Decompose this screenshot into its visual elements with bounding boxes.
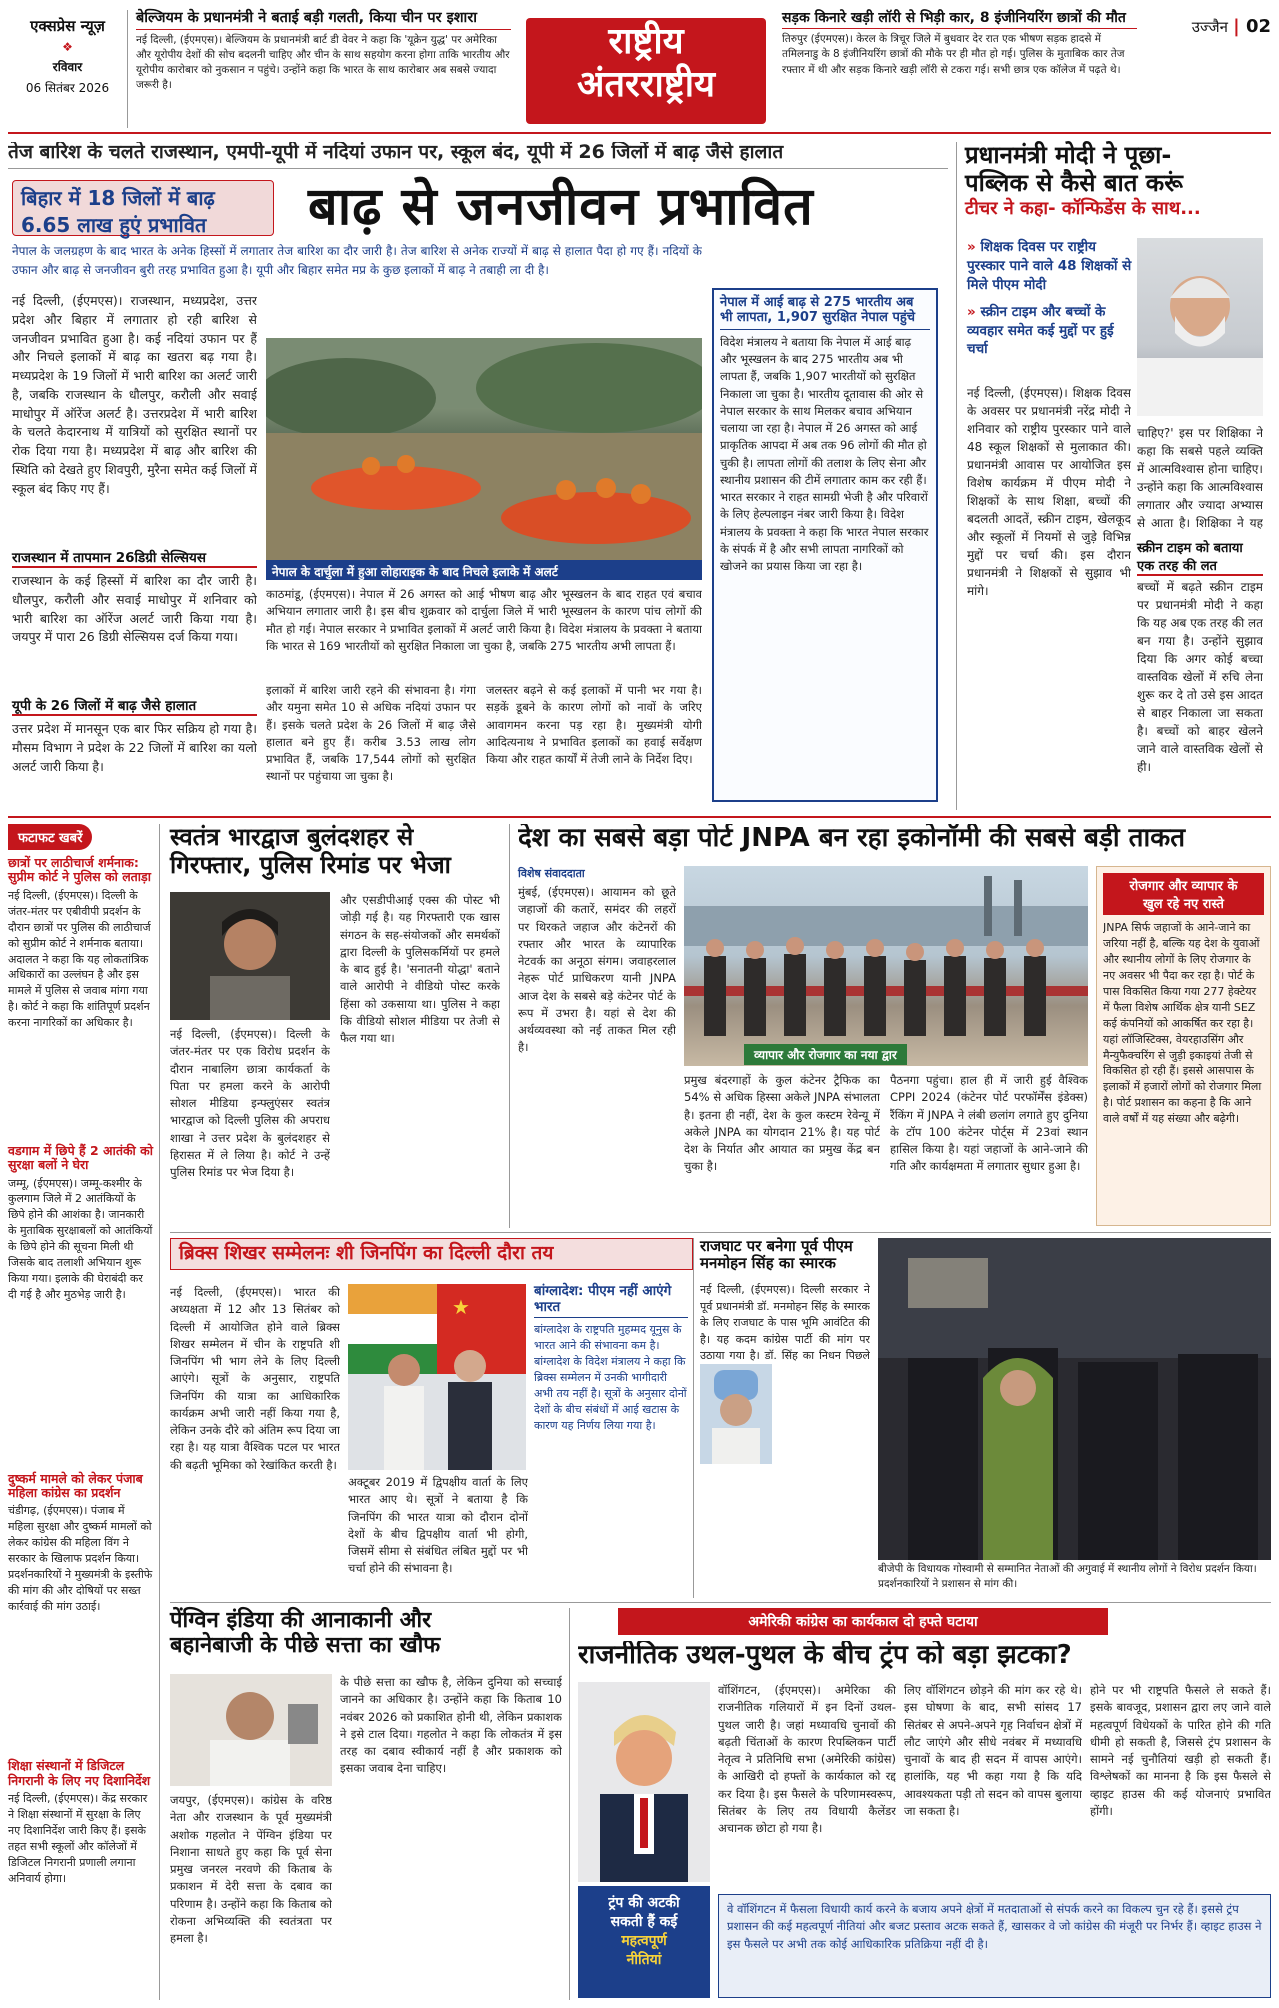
nepal-headline: नेपाल में आई बाढ़ से 275 भारतीय अब भी लापता, 1,907 सुरक्षित नेपाल पहुंचे	[720, 296, 930, 330]
flood-col-1	[12, 292, 257, 802]
jnpa-photo-label: व्यापार और रोजगार का नया द्वार	[744, 1044, 907, 1065]
top-right-headline: सड़क किनारे खड़ी लॉरी से भिड़ी कार, 8 इंजीनियरिंग छात्रों की मौत	[782, 10, 1137, 29]
ornament-icon: ❖	[62, 40, 73, 54]
masthead	[8, 6, 1271, 134]
brics-story	[170, 1238, 694, 1598]
modi-photo	[1137, 238, 1263, 416]
flood-col1c-text: उत्तर प्रदेश में मानसून एक बार फिर सक्रिय हो गया है। मौसम विभाग ने प्रदेश के 22 जिलों में बारिश का यलो अलर्ट जारी किया है।	[12, 721, 257, 774]
brics-body-3: अक्टूबर 2019 में द्विपक्षीय वार्ता के लिए भारत आए थे। सूत्रों ने बताया है कि जिनपिंग की भारत यात्रा को दौरान दोनों देशों के बीच द्विपक्षीय वार्ता भी होगी, जिसमें सीमा से संबंधित लंबित मुद्दों पर भी चर्चा होने की संभावना है।	[348, 1475, 528, 1576]
rozgar-body: JNPA सिर्फ जहाजों के आने-जाने का जरिया नहीं है, बल्कि यह देश के युवाओं और स्थानीय लोगों के लिए रोजगार के नए अवसर भी पैदा कर रहा है। पोर्ट के पास विकसित किया गया 277 हेक्टेयर में फैला विशेष आर्थिक क्षेत्र यानी SEZ कई कंपनियों को आकर्षित कर रहा है। यहां लॉजिस्टिक्स, वेयरहाउसिंग और मैन्युफैक्चरिंग से जुड़ी इकाइयां तेजी से विकसित हो रही हैं। इससे आसपास के इलाकों में हजारों लोगों को रोजगार मिला है। पोर्ट प्रशासन का कहना है कि आने वाले वर्षों में यह संख्या और बढ़ेगी।	[1103, 921, 1262, 1126]
top-right-story	[782, 10, 1137, 128]
flood-story	[8, 142, 948, 810]
bangladesh-title: बांग्लादेश: पीएम नहीं आएंगे भारत	[534, 1284, 688, 1318]
manmohan-story	[700, 1238, 1271, 1598]
modi-body-1: नई दिल्ली, (ईएमएस)। शिक्षक दिवस के अवसर पर प्रधानमंत्री नरेंद्र मोदी ने शनिवार को राष्ट्रीय पुरस्कार पाने वाले 48 स्कूल शिक्षकों से मुलाकात की। प्रधानमंत्री आवास पर आयोजित इस विशेष कार्यक्रम में पीएम मोदी ने शिक्षकों के साथ शिक्षा, बच्चों की बदलती आदतें, स्क्रीन टाइम, खेलकूद और स्कूलों में नियमों से जुड़े विभिन्न मुद्दों पर चर्चा की। इस दौरान प्रधानमंत्री ने शिक्षकों से सुझाव भी मांगे।	[967, 386, 1131, 598]
fatafat-label: फटाफट खबरें	[8, 824, 92, 850]
trump-body-3: होने पर भी राष्ट्रपति फैसले ले सकते हैं। इसके बावजूद, प्रशासन द्वारा लए जाने वाले महत्वपूर्ण विधेयकों के पारित होने की गति धीमी हो सकती है, जिससे ट्रंप प्रशासन के सामने नई चुनौतियां खड़ी हो सकती हैं। विश्लेषकों का मानना है कि इस फैसले से व्हाइट हाउस की कई योजनाएं प्रभावित होंगी।	[1090, 1683, 1271, 1818]
nepal-body: विदेश मंत्रालय ने बताया कि नेपाल में आई बाढ़ और भूस्खलन के बाद 275 भारतीय अब भी लापता हैं, जबकि 1,907 भारतीयों को सुरक्षित निकाला जा चुका है। भारतीय दूतावास की ओर से नेपाल सरकार के साथ मिलकर बचाव अभियान चलाया जा रहा है। नेपाल में 26 अगस्त को आई प्राकृतिक आपदा में अब तक 96 लोगों की मौत हो चुकी है। लापता लोगों की तलाश के लिए सेना और स्थानीय प्रशासन की टीमें लगातार काम कर रही हैं। भारत सरकार ने राहत सामग्री भेजी है और परिवारों के लिए हेल्पलाइन नंबर जारी किया है। विदेश मंत्रालय के प्रवक्ता ने कहा कि भारत नेपाल सरकार के संपर्क में है और सभी लापता नागरिकों को खोजने का प्रयास किया जा रहा है।	[720, 334, 929, 574]
jnpa-group-photo	[684, 866, 1088, 1066]
flood-col1b-text: राजस्थान के कई हिस्सों में बारिश का दौर जारी है। धौलपुर, करौली और सवाई माधोपुर में शनिवार को भारी बारिश का ऑरेंज अलर्ट जारी किया गया है। जयपुर में पारा 26 डिग्री सेल्सियस दर्ज किया गया।	[12, 573, 257, 645]
bhardwaj-body-2: और एसडीपीआई एक्स की पोस्ट भी जोड़ी गई है। यह गिरफ्तारी एक खास संगठन के सह-संयोजकों और समर्थकों द्वारा दिल्ली के पुलिसकर्मियों पर हमले के बाद हुई है। 'सनातनी योद्धा' बताने वाले आरोपी ने वीडियो पोस्ट करके हिंसा को उकसाया था। पुलिस ने कहा कि वीडियो सोशल मीडिया पर तेजी से फैल गया था।	[340, 893, 500, 1045]
section-banner	[526, 18, 766, 124]
flood-col4-text: जलस्तर बढ़ने से कई इलाकों में पानी भर गया है। सड़कें डूबने के कारण लोगों को नावों के जरिए आवागमन करना पड़ रहा है। मुख्यमंत्री योगी आदित्यनाथ ने प्रभावित इलाकों का हवाई सर्वेक्षण किया और राहत कार्यों में तेजी लाने के निर्देश दिए।	[486, 683, 702, 766]
trump-box: वे वॉशिंगटन में फैसला विधायी कार्य करने के बजाय अपने क्षेत्रों में मतदाताओं से संपर्क करने का विकल्प चुन रहे हैं। इससे ट्रंप प्रशासन की कई महत्वपूर्ण नीतियां और बजट प्रस्ताव अटक सकते हैं, खासकर वे जो कांग्रेस की मंजूरी पर निर्भर हैं। व्हाइट हाउस ने इस फैसले पर अभी तक कोई आधिकारिक प्रतिक्रिया नहीं दी है।	[718, 1894, 1271, 1998]
rozgar-title	[1103, 873, 1264, 915]
top-left-story	[136, 10, 511, 128]
city-label: उज्जैन	[1191, 18, 1228, 36]
modi-story	[956, 142, 1271, 810]
gehlot-photo	[170, 1674, 332, 1786]
trump-headline: राजनीतिक उथल-पुथल के बीच ट्रंप को बड़ा झटका?	[578, 1641, 1072, 1670]
section-title-2: अंतरराष्ट्रीय	[576, 64, 716, 106]
trump-tag-4: नीतियां	[626, 1951, 662, 1968]
modi-body-3: चाहिए?' इस पर शिक्षिका ने कहा कि सबसे पहले व्यक्ति में आत्मविश्वास होना चाहिए। उन्होंने कहा कि आत्मविश्वास लगातार और ज्यादा अभ्यास से आता है। शिक्षिका ने यह	[1137, 426, 1263, 530]
boat-1	[311, 466, 481, 510]
modi-headline-2: पब्लिक से कैसे बात करूं	[965, 168, 1183, 197]
rozgar-title-1: रोजगार और व्यापार के	[1129, 879, 1238, 894]
modi-bullet-1: » शिक्षक दिवस पर राष्ट्रीय पुरस्कार पाने वाले 48 शिक्षकों से मिले पीएम मोदी	[967, 239, 1132, 293]
flood-col1-text: नई दिल्ली, (ईएमएस)। राजस्थान, मध्यप्रदेश, उत्तर प्रदेश और बिहार में लगातार हो रही बारिश से जनजीवन प्रभावित हुआ है। कई नदियां उफान पर हैं और निचले इलाकों में बाढ़ का खतरा बढ़ गया है। मध्यप्रदेश के 19 जिलों में भारी बारिश का अलर्ट जारी है, जबकि राजस्थान के धौलपुर, करौली और सवाई माधोपुर में ऑरेंज अलर्ट है। उत्तरप्रदेश में भारी बारिश के चलते केदारनाथ में यात्रियों को सुरक्षित स्थानों पर रोक दिया गया है। मध्यप्रदेश में बाढ़ और बारिश की स्थिति को देखते हुए शिवपुरी, मुरैना समेत कई जिलों में स्कूल बंद किए गए हैं।	[12, 293, 257, 496]
manmohan-body: नई दिल्ली, (ईएमएस)। दिल्ली सरकार ने पूर्व प्रधानमंत्री डॉ. मनमोहन सिंह के स्मारक के लिए राजघाट के पास भूमि आवंटित की है। यह कदम कांग्रेस पार्टी की मांग पर उठाया गया है। डॉ. सिंह का निधन पिछले	[700, 1283, 870, 1362]
day-label: रविवार	[52, 60, 83, 74]
bhardwaj-photo	[170, 892, 330, 1020]
flood-kicker: तेज बारिश के चलते राजस्थान, एमपी-यूपी में नदियां उफान पर, स्कूल बंद, यूपी में 26 जिलों में बाढ़ जैसे हालात	[8, 142, 948, 169]
bangladesh-body: बांग्लादेश के राष्ट्रपति मुहम्मद यूनुस के भारत आने की संभावना कम है। बांग्लादेश के विदेश मंत्रालय ने कहा कि ब्रिक्स सम्मेलन में उनकी भागीदारी अभी तय नहीं है। सूत्रों के अनुसार दोनों देशों के बीच संबंधों में आई खटास के कारण यह निर्णय लिया गया है।	[534, 1323, 687, 1432]
gehlot-headline-2: बहानेबाजी के पीछे सत्ता का खौफ	[170, 1633, 441, 1659]
section-title-1: राष्ट्रीय	[608, 21, 684, 62]
trump-body-2: लिए वॉशिंगटन छोड़ने की मांग कर रहे थे। इस घोषणा के बाद, सभी सांसद 17 सितंबर से अपने-अपने गृह निर्वाचन क्षेत्रों में लौट जाएंगे और सीधे नवंबर में मध्यावधि चुनावों के बाद ही सदन में वापस आएंगे। हालांकि, यह भी कहा गया है कि यदि आवश्यकता पड़ी तो सदन को वापस बुलाया जा सकता है।	[904, 1683, 1082, 1818]
bhardwaj-body-1: नई दिल्ली, (ईएमएस)। दिल्ली के जंतर-मंतर पर एक विरोध प्रदर्शन के दौरान नाबालिग छात्रा कार्यकर्ता के पिता पर हमला करने के आरोपी सोशल मीडिया इन्फ्लुएंसर स्वतंत्र भारद्वाज को दिल्ली पुलिस की अपराध शाखा ने उत्तर प्रदेश के बुलंदशहर से हिरासत में ले लिया है। कोर्ट ने उन्हें पुलिस रिमांड पर भेज दिया है।	[170, 1027, 330, 1179]
trump-tag-2: सकती हैं कई	[610, 1913, 678, 1930]
trump-photo	[578, 1682, 710, 1882]
jnpa-byline: विशेष संवाददाता	[518, 867, 585, 880]
flood-badge-line2: 6.65 लाख हुएं प्रभावित	[21, 213, 207, 237]
jnpa-body-3: पैठनगा पहुंचा। हाल ही में जारी हुई वैश्विक CPPI 2024 (कंटेनर पोर्ट परफॉर्मेंस इंडेक्स) रैंकिंग में JNPA ने लंबी छलांग लगाते हुए दुनिया के टॉप 100 कंटेनर पोर्ट्स में 23वां स्थान हासिल किया है। यहां जहाजों के आने-जाने की गति और कार्यक्षमता में लगातार सुधार हुआ है।	[890, 1073, 1088, 1174]
flood-rescue-photo	[266, 338, 702, 560]
jnpa-story	[518, 824, 1271, 1228]
rozgar-title-2: खुल रहे नए रास्ते	[1143, 897, 1224, 912]
rozgar-box	[1096, 866, 1271, 1226]
flood-headline: बाढ़ से जनजीवन प्रभावित	[308, 177, 814, 237]
trump-banner: अमेरिकी कांग्रेस का कार्यकाल दो हफ्ते घटाया	[618, 1608, 1108, 1635]
flood-photo-svg	[266, 338, 702, 560]
boat-2	[501, 492, 691, 544]
masthead-left	[8, 10, 128, 128]
trump-body-1: वॉशिंगटन, (ईएमएस)। अमेरिका की राजनीतिक गलियारों में इन दिनों उथल-पुथल जारी है। जहां मध्यावधि चुनावों की बढ़ती चिंताओं के कारण रिपब्लिकन पार्टी नेतृत्व ने प्रतिनिधि सभा (अमेरिकी कांग्रेस) के आखिरी दो हफ्तों के कार्यकाल को रद्द कर दिया है। इस फैसले के परिणामस्वरूप, सितंबर के लिए तय विधायी कैलेंडर अचानक छोटा हो गया है।	[718, 1683, 896, 1835]
page-number: 02	[1245, 16, 1271, 37]
divider	[170, 1232, 1271, 1233]
flood-col3-text: इलाकों में बारिश जारी रहने की संभावना है। गंगा और यमुना समेत 10 से अधिक नदियां उफान पर हैं। इसके चलते प्रदेश के 26 जिलों में बाढ़ जैसे हालात बने हुए हैं। करीब 3.53 लाख लोग प्रभावित हैं, जबकि 17,544 लोगों को सुरक्षित स्थानों पर पहुंचाया जा चुका है।	[266, 683, 476, 784]
bhardwaj-headline: स्वतंत्र भारद्वाज बुलंदशहर से गिरफ्तार, पुलिस रिमांड पर भेजा	[170, 823, 451, 879]
nepal-box	[712, 288, 938, 802]
modi-sub-screen-time: स्क्रीन टाइम को बताया एक तरह की लत	[1137, 538, 1263, 576]
flood-col2-text: काठमांडू, (ईएमएस)। नेपाल में 26 अगस्त को आई भीषण बाढ़ और भूस्खलन के बाद राहत एवं बचाव अभियान लगातार जारी है। इस बीच शुक्रवार को दार्चुला जिले में भारी भूस्खलन के कारण पांच लोगों की मौत हो गई। नेपाल सरकार ने प्रभावित इलाकों में अलर्ट जारी किया है। विदेश मंत्रालय के प्रवक्ता ने बताया कि भारत से 169 भारतीयों को सुरक्षित निकाला जा चुका है, जबकि 275 भारतीय अभी लापता हैं।	[266, 587, 702, 653]
trump-tag-1: ट्रंप की अटकी	[608, 1895, 680, 1911]
fatafat-b4: नई दिल्ली, (ईएमएस)। केंद्र सरकार ने शिक्षा संस्थानों में सुरक्षा के लिए नए दिशानिर्देश जारी किए हैं। इसके तहत सभी स्कूलों और कॉलेजों में डिजिटल निगरानी प्रणाली लगाना अनिवार्य होगा।	[8, 1792, 148, 1885]
brics-body-1: नई दिल्ली, (ईएमएस)। भारत की अध्यक्षता में 12 और 13 सितंबर को दिल्ली में आयोजित होने वाले ब्रिक्स शिखर सम्मेलन में चीन के राष्ट्रपति शी जिनपिंग भी भाग लेने के लिए दिल्ली आएंगे। सूत्रों के अनुसार, राष्ट्रपति जिनपिंग की यात्रा का आधिकारिक कार्यक्रम अभी जारी नहीं किया गया है, लेकिन उनके दौरे को अंतिम रूप दिया जा रहा है। यह यात्रा वैश्विक पटल पर भारत की बढ़ती भूमिका को रेखांकित करती है।	[170, 1285, 340, 1472]
manmohan-headline: राजघाट पर बनेगा पूर्व पीएम मनमोहन सिंह का स्मारक	[700, 1237, 853, 1273]
flood-photo-caption: नेपाल के दार्चुला में हुआ लोहाराइक के बाद निचले इलाके में अलर्ट	[266, 560, 702, 580]
brics-headline: ब्रिक्स शिखर सम्मेलनः शी जिनपिंग का दिल्ली दौरा तय	[170, 1238, 693, 1270]
flood-sub-up: यूपी के 26 जिलों में बाढ़ जैसे हालात	[12, 696, 257, 716]
modi-subhead: टीचर ने कहा- कॉन्फिडेंस के साथ...	[965, 198, 1201, 220]
trump-tag	[578, 1886, 710, 1998]
fatafat-h2: वडगाम में छिपे हैं 2 आतंकी को सुरक्षा बलों ने घेरा	[8, 1142, 153, 1173]
gehlot-body-2: के पीछे सत्ता का खौफ है, लेकिन दुनिया को सच्चाई जानने का अधिकार है। उन्होंने कहा कि किताब 10 नवंबर 2026 को प्रकाशित होनी थी, लेकिन प्रकाशक ने इसे टाल दिया। गहलोत ने कहा कि लोकतंत्र में इस तरह का दबाव स्वीकार्य नहीं है और प्रकाशक को इसका जवाब देना चाहिए।	[340, 1675, 562, 1776]
trump-tag-3: महत्वपूर्ण	[621, 1932, 667, 1949]
date-label: 06 सितंबर 2026	[25, 81, 110, 95]
fatafat-h1: छात्रों पर लाठीचार्ज शर्मनाक: सुप्रीम कोर्ट ने पुलिस को लताड़ा	[8, 855, 151, 885]
fatafat-b3: चंडीगढ़, (ईएमएस)। पंजाब में महिला सुरक्षा और दुष्कर्म मामलों को लेकर कांग्रेस की महिला विंग ने सरकार के खिलाफ प्रदर्शन किया। प्रदर्शनकारियों ने मुख्यमंत्री के इस्तीफे की मांग की और दोषियों पर सख्त कार्रवाई की मांग उठाई।	[8, 1504, 153, 1613]
trump-story	[578, 1608, 1271, 2000]
fatafat-h3: दुष्कर्म मामले को लेकर पंजाब महिला कांग्रेस का प्रदर्शन	[8, 1470, 143, 1500]
fatafat-b1: नई दिल्ली, (ईएमएस)। दिल्ली के जंतर-मंतर पर एबीवीपी प्रदर्शन के दौरान छात्रों पर पुलिस की लाठीचार्ज को सुप्रीम कोर्ट ने शर्मनाक बताया। अदालत ने कहा कि यह लोकतांत्रिक अधिकारों का उल्लंघन है और इस मामले में पुलिस से जवाब मांगा गया है। कोर्ट ने कहा कि शांतिपूर्ण प्रदर्शन करना नागरिकों का अधिकार है।	[8, 888, 151, 1030]
divider	[170, 1602, 1271, 1603]
double-chevron-icon: »	[967, 239, 976, 255]
jnpa-body-2: प्रमुख बंदरगाहों के कुल कंटेनर ट्रैफिक का 54% से अधिक हिस्सा अकेले JNPA संभालता है। इतना ही नहीं, देश के कुल कस्टम रेवेन्यू में अकेले JNPA का योगदान 21% है। यह पोर्ट देश के निर्यात और आयात का प्रमुख केंद्र बन चुका है।	[684, 1073, 880, 1174]
jnpa-headline: देश का सबसे बड़ा पोर्ट JNPA बन रहा इकोनॉमी की सबसे बड़ी ताकत	[518, 824, 1186, 853]
page-info: उज्जैन | 02	[1191, 16, 1271, 37]
gehlot-body-1: जयपुर, (ईएमएस)। कांग्रेस के वरिष्ठ नेता और राजस्थान के पूर्व मुख्यमंत्री अशोक गहलोत ने पेंग्विन इंडिया पर निशाना साधते हुए कहा कि पूर्व सेना प्रमुख जनरल नरवणे की किताब के प्रकाशन में देरी सत्ता के दबाव का परिणाम है। उन्होंने कहा कि किताब को रोकना अभिव्यक्ति की स्वतंत्रता पर हमला है।	[170, 1793, 332, 1945]
protest-caption: बीजेपी के विधायक गोस्वामी से सम्मानित नेताओं की अगुवाई में स्थानीय लोगों ने विरोध प्रदर्शन किया। प्रदर्शनकारियों ने प्रशासन से मांग की।	[878, 1563, 1257, 1591]
flood-sub-rajasthan: राजस्थान में तापमान 26डिग्री सेल्सियस	[12, 548, 257, 568]
top-right-body: तिरुपुर (ईएमएस)। केरल के त्रिचूर जिले में बुधवार देर रात एक भीषण सड़क हादसे में तमिलनाडु के 8 इंजीनियरिंग छात्रों की मौके पर ही मौत हो गई। पुलिस के मुताबिक कार तेज रफ्तार में थी और सड़क किनारे खड़ी लॉरी से टकरा गई। सभी छात्र एक कॉलेज में पढ़ते थे।	[782, 33, 1125, 76]
jnpa-body-1: मुंबई, (ईएमएस)। आयामन को छूते जहाजों की कतारें, समंदर की लहरों पर थिरकते जहाज और कंटेनरों की रफ्तार और भारत के व्यापारिक नेटवर्क का अनूठा संगम। जवाहरलाल नेहरू पोर्ट प्राधिकरण यानी JNPA आज देश के सबसे बड़े कंटेनर पोर्ट के रूप में उभरा है। यहां से देश की अर्थव्यवस्था को नई ताकत मिल रही है।	[518, 885, 676, 1055]
modi-body-4: बच्चों में बढ़ते स्क्रीन टाइम पर प्रधानमंत्री मोदी ने कहा कि यह अब एक तरह की लत बन गया है। उन्होंने सुझाव दिया कि अगर कोई बच्चा वास्तविक खेलों में रुचि लेना शुरू कर दे तो उसे इस आदत से बाहर निकाला जा सकता है। बच्चों को बाहर खेलने जाने वाले वास्तविक खेलों से ही।	[1137, 580, 1263, 774]
top-left-body: नई दिल्ली, (ईएमएस)। बेल्जियम के प्रधानमंत्री बार्ट डी वेवर ने कहा कि 'यूक्रेन युद्ध' पर अमेरिका और यूरोपीय देशों की सोच बदलनी चाहिए और चीन के साथ सहयोग करना होगा ताकि भारतीय और यूरोपीय कारोबार को नुकसान न पहुंचे। उन्होंने कहा कि भारत के साथ कारोबार अब सबसे ज्यादा जरूरी है।	[136, 33, 510, 92]
gehlot-headline-1: पेंग्विन इंडिया की आनाकानी और	[170, 1608, 432, 1633]
manmohan-photo	[700, 1364, 772, 1464]
modi-headline-1: प्रधानमंत्री मोदी ने पूछा-	[965, 141, 1172, 169]
flood-intro: नेपाल के जलग्रहण के बाद भारत के अनेक हिस्सों में लगातार तेज बारिश का दौर जारी है। तेज बारिश से अनेक राज्यों में बाढ़ से हालात पैदा हो गए हैं। नदियों के उफान और बाढ़ से जनजीवन बुरी तरह प्रभावित हुआ है। यूपी और बिहार समेत मप्र के कुछ इलाकों में बाढ़ ने तबाही ला दी है।	[12, 244, 702, 278]
brand-name: एक्सप्रेस न्यूज़	[30, 17, 105, 35]
protest-photo	[878, 1238, 1271, 1560]
xi-modi-photo	[348, 1284, 526, 1470]
modi-bullet-2: » स्क्रीन टाइम और बच्चों के व्यवहार समेत कई मुद्दों पर हुई चर्चा	[967, 303, 1114, 358]
bangladesh-side	[534, 1284, 688, 1596]
section-divider	[8, 816, 1271, 818]
fatafat-h4: शिक्षा संस्थानों में डिजिटल निगरानी के लिए नए दिशानिर्देश	[8, 1758, 151, 1788]
top-left-headline: बेल्जियम के प्रधानमंत्री ने बताई बड़ी गलती, किया चीन पर इशारा	[136, 10, 511, 30]
modi-bullets	[967, 238, 1132, 376]
flood-badge-line1: बिहार में 18 जिलों में बाढ़	[21, 186, 215, 210]
svg-text:★: ★	[452, 1295, 470, 1319]
bhardwaj-story	[170, 824, 510, 1228]
double-chevron-icon: »	[967, 303, 976, 320]
flood-badge	[12, 180, 274, 236]
gehlot-story	[170, 1608, 570, 2000]
fatafat-b2: जम्मू, (ईएमएस)। जम्मू-कश्मीर के कुलगाम जिले में 2 आतंकियों के छिपे होने की आशंका है। जानकारी के मुताबिक सुरक्षाबलों को आतंकियों के छिपे होने की सूचना मिली थी जिसके बाद तलाशी अभियान शुरू किया गया। इलाके की घेराबंदी कर दी गई है और मुठभेड़ जारी है।	[8, 1176, 153, 1302]
fatafat-column	[8, 824, 160, 2000]
